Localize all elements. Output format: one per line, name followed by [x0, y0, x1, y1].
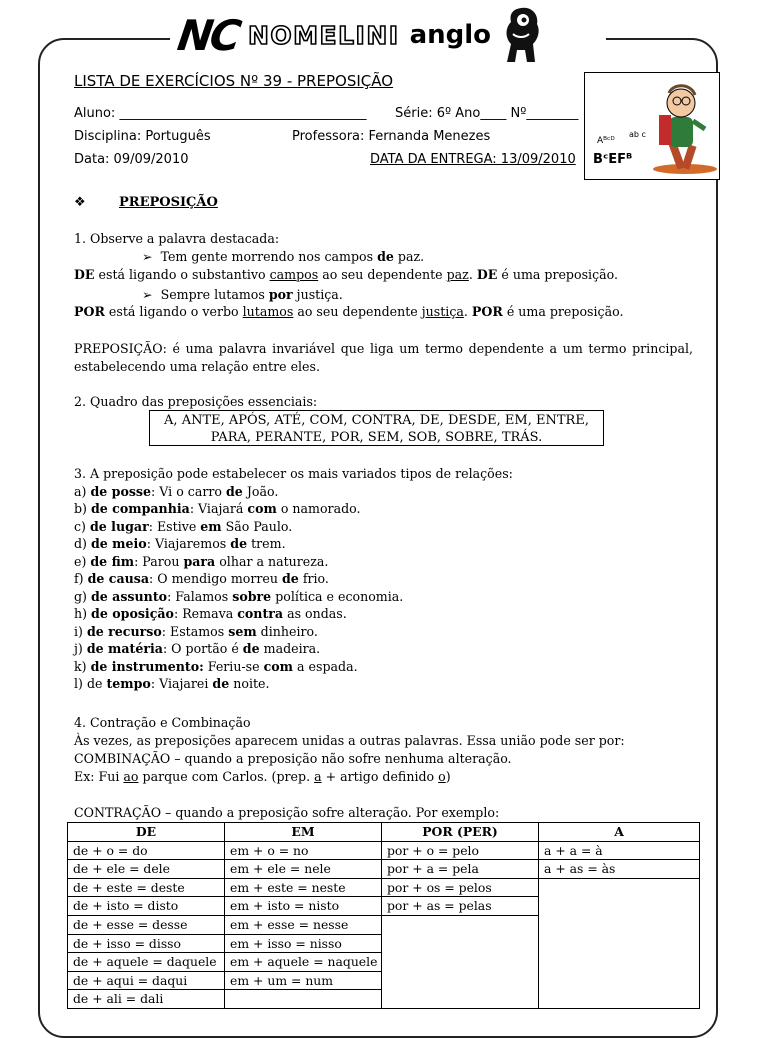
q1-example-1: ➢ Tem gente morrendo nos campos de paz. [142, 249, 425, 264]
school-logo [170, 0, 606, 70]
logo-nc: NC [174, 10, 242, 60]
bullet-icon: ❖ [74, 195, 86, 210]
q3-list [74, 483, 403, 693]
table-cell: de + esse = desse [68, 915, 225, 934]
definition-paragraph: PREPOSIÇÃO: é uma palavra invariável que liga um termo dependente a um termo principal, estabelecendo uma relação entre eles. [74, 341, 693, 374]
table-cell [225, 990, 382, 1009]
list-item: d) de meio: Viajaremos de trem. [74, 536, 286, 551]
q1-explanation-2: POR está ligando o verbo lutamos ao seu dependente justiça. POR é uma preposição. [74, 304, 624, 319]
list-item: j) de matéria: O portão é de madeira. [74, 641, 321, 656]
table-cell: de + o = do [68, 841, 225, 860]
table-row [68, 878, 700, 897]
arrow-bullet-icon: ➢ [142, 287, 161, 302]
table-cell [382, 915, 539, 1008]
table-cell: a + as = às [539, 860, 700, 879]
svg-text:BᶜEFᴮ: BᶜEFᴮ [593, 152, 633, 167]
subject-label: Disciplina: Português [74, 129, 211, 144]
list-item: g) de assunto: Falamos sobre política e economia. [74, 588, 404, 604]
svg-text:ab c: ab c [629, 130, 646, 139]
table-cell: por + o = pelo [382, 841, 539, 860]
list-item: l) de tempo: Viajarei de noite. [74, 676, 270, 691]
list-item: a) de posse: Vi o carro de João. [74, 483, 279, 499]
q4-line-4: CONTRAÇÃO – quando a preposição sofre alteração. Por exemplo: [74, 805, 500, 820]
table-cell: por + as = pelas [382, 897, 539, 916]
q1-explanation-1: DE está ligando o substantivo campos ao seu dependente paz. DE é uma preposição. [74, 267, 618, 282]
table-cell: em + o = no [225, 841, 382, 860]
table-cell: a + a = à [539, 841, 700, 860]
grade-field[interactable]: Série: 6º Ano____ Nº________ [395, 106, 579, 121]
list-item: k) de instrumento: Feriu-se com a espada. [74, 658, 358, 674]
page-title: LISTA DE EXERCÍCIOS Nº 39 - PREPOSIÇÃO [74, 72, 394, 90]
lion-icon [501, 4, 543, 66]
q4-line-2: COMBINAÇÃO – quando a preposição não sofre nenhuma alteração. [74, 751, 512, 766]
svg-text:Aᴮᶜᴰ: Aᴮᶜᴰ [597, 136, 615, 146]
section-heading: PREPOSIÇÃO [119, 195, 218, 210]
q4-intro: 4. Contração e Combinação [74, 715, 251, 730]
logo-nomelini: NOMELINI [247, 20, 400, 50]
table-cell: em + isto = nisto [225, 897, 382, 916]
table-cell: em + esse = nesse [225, 915, 382, 934]
q3-intro: 3. A preposição pode estabelecer os mais variados tipos de relações: [74, 466, 513, 481]
arrow-bullet-icon: ➢ [142, 249, 161, 264]
delivery-date-label: DATA DA ENTREGA: 13/09/2010 [370, 152, 576, 167]
list-item: e) de fim: Parou para olhar a natureza. [74, 553, 329, 569]
logo-anglo: anglo [409, 20, 492, 50]
table-cell: de + ele = dele [68, 860, 225, 879]
column-header: DE [68, 823, 225, 842]
table-cell: de + isto = disto [68, 897, 225, 916]
cartoon-illustration [584, 72, 720, 180]
teacher-label: Professora: Fernanda Menezes [292, 129, 491, 144]
q1-example-2: ➢ Sempre lutamos por justiça. [142, 287, 343, 302]
list-item: f) de causa: O mendigo morreu de frio. [74, 571, 329, 586]
list-item: h) de oposição: Remava contra as ondas. [74, 606, 347, 621]
column-header: POR (PER) [382, 823, 539, 842]
table-cell: em + isso = nisso [225, 934, 382, 953]
table-cell [539, 878, 700, 1008]
column-header: EM [225, 823, 382, 842]
table-cell: em + este = neste [225, 878, 382, 897]
q2-intro: 2. Quadro das preposições essenciais: [74, 394, 318, 409]
prepositions-line-1: A, ANTE, APÓS, ATÉ, COM, CONTRA, DE, DESDE, EM, ENTRE, [164, 413, 589, 428]
table-header-row [68, 823, 700, 842]
table-row [68, 860, 700, 879]
table-cell: em + um = num [225, 971, 382, 990]
table-cell: de + ali = dali [68, 990, 225, 1009]
q1-intro: 1. Observe a palavra destacada: [74, 231, 280, 246]
table-cell: de + isso = disso [68, 934, 225, 953]
list-item: i) de recurso: Estamos sem dinheiro. [74, 623, 318, 639]
table-cell: em + ele = nele [225, 860, 382, 879]
column-header: A [539, 823, 700, 842]
q4-example: Ex: Fui ao parque com Carlos. (prep. a + artigo definido o) [74, 769, 451, 784]
contraction-table [67, 822, 700, 1009]
table-cell: em + aquele = naquele [225, 953, 382, 972]
table-cell: por + a = pela [382, 860, 539, 879]
prepositions-line-2: PARA, PERANTE, POR, SEM, SOB, SOBRE, TRÁS. [210, 430, 543, 445]
prepositions-box [149, 410, 604, 446]
student-name-field[interactable]: Aluno: ______________________________________ [74, 106, 367, 121]
list-item: b) de companhia: Viajará com o namorado. [74, 501, 361, 516]
table-cell: de + este = deste [68, 878, 225, 897]
table-cell: de + aquele = daquele [68, 953, 225, 972]
list-item: c) de lugar: Estive em São Paulo. [74, 518, 293, 534]
table-cell: por + os = pelos [382, 878, 539, 897]
table-cell: de + aqui = daqui [68, 971, 225, 990]
q4-line-1: Às vezes, as preposições aparecem unidas a outras palavras. Essa união pode ser por: [74, 733, 625, 748]
reading-man-icon [585, 73, 719, 179]
table-row [68, 841, 700, 860]
date-label: Data: 09/09/2010 [74, 152, 189, 167]
